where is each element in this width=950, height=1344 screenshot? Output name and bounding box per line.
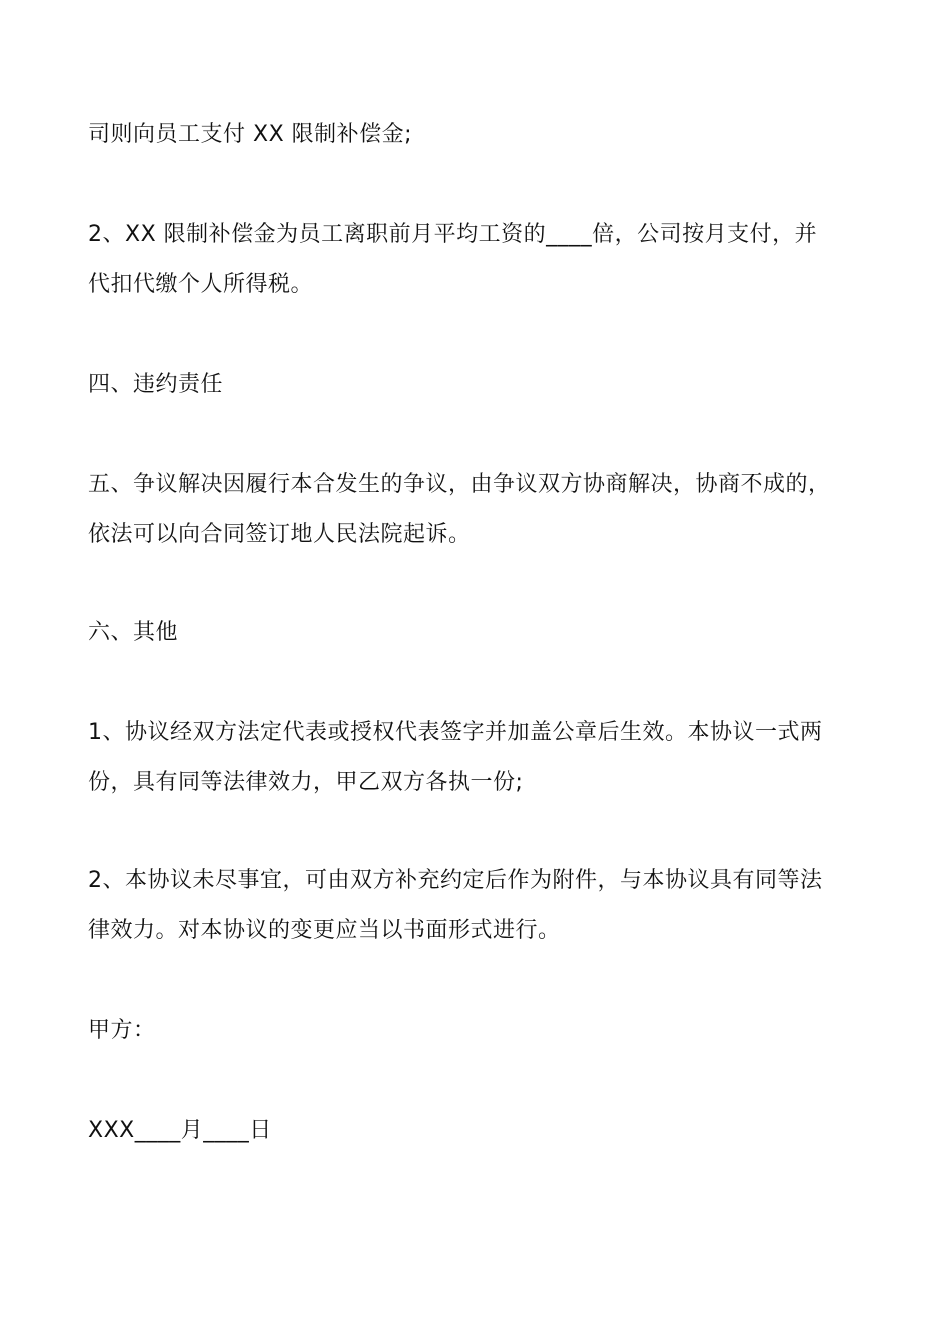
paragraph-compensation-amount bbox=[88, 210, 878, 310]
paragraph-supplementary bbox=[88, 856, 878, 956]
text-line: 依法可以向合同签订地人民法院起诉。 bbox=[88, 522, 471, 547]
text-line: 五、争议解决因履行本合发生的争议，由争议双方协商解决，协商不成的， bbox=[88, 472, 831, 497]
text-line: 四、违约责任 bbox=[88, 372, 224, 397]
text-line: 1、协议经双方法定代表或授权代表签字并加盖公章后生效。本协议一式两 bbox=[88, 720, 823, 745]
text-line: 六、其他 bbox=[88, 620, 179, 645]
text-line: 2、本协议未尽事宜，可由双方补充约定后作为附件，与本协议具有同等法 bbox=[88, 868, 823, 893]
paragraph-compensation-payment bbox=[88, 110, 878, 160]
text-line: 份，具有同等法律效力，甲乙双方各执一份; bbox=[88, 770, 524, 795]
paragraph-effectiveness bbox=[88, 708, 878, 808]
paragraph-dispute-resolution bbox=[88, 460, 878, 560]
text-line: 律效力。对本协议的变更应当以书面形式进行。 bbox=[88, 918, 561, 943]
date-line bbox=[88, 1106, 878, 1156]
text-line: 代扣代缴个人所得税。 bbox=[88, 272, 314, 297]
text-line: 甲方： bbox=[88, 1018, 156, 1043]
party-a-label bbox=[88, 1006, 878, 1056]
text-line: 司则向员工支付 XX 限制补偿金; bbox=[88, 122, 413, 147]
section-heading-liability bbox=[88, 360, 878, 410]
section-heading-other bbox=[88, 608, 878, 658]
text-line: XXX____月____日 bbox=[88, 1118, 272, 1143]
text-line: 2、XX 限制补偿金为员工离职前月平均工资的____倍，公司按月支付，并 bbox=[88, 222, 818, 247]
